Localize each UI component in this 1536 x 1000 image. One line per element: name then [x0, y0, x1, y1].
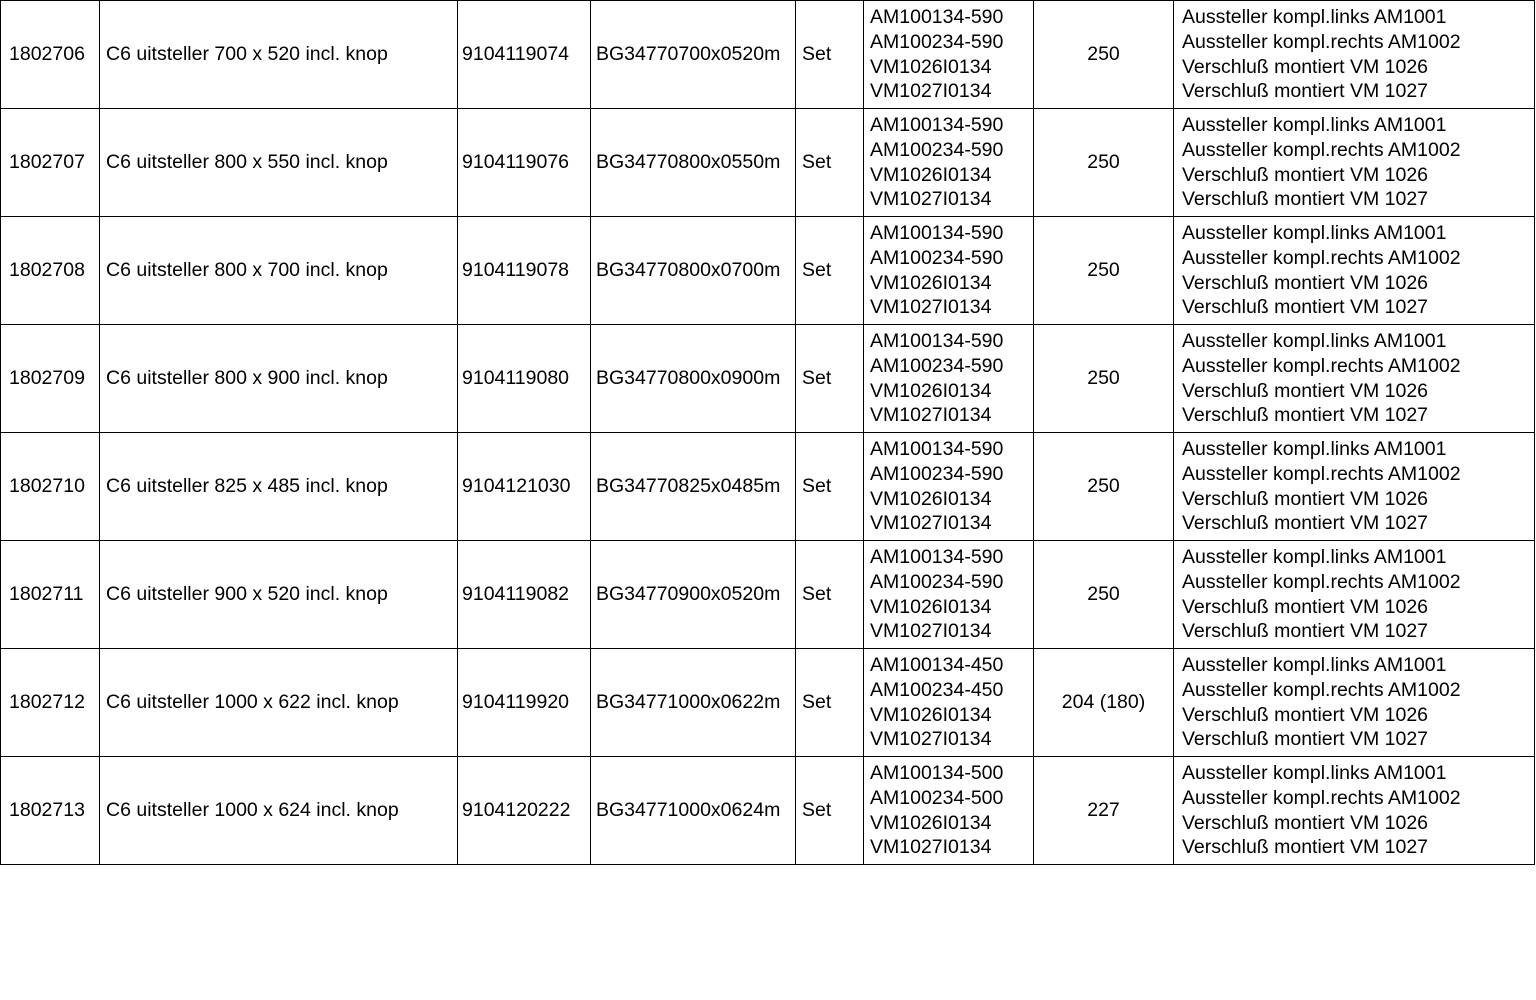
- cell-unit: [796, 217, 864, 325]
- cell-remarks-list: [1174, 217, 1534, 324]
- cell-remarks-list: [1174, 1, 1534, 108]
- cell-description: [100, 433, 458, 541]
- cell-component-codes-line: VM1026I0134: [870, 55, 992, 78]
- cell-component-codes-line: AM100234-500: [870, 786, 1004, 809]
- cell-unit: [796, 325, 864, 433]
- cell-remarks-line: Aussteller kompl.rechts AM1002: [1182, 570, 1461, 593]
- cell-remarks-line: Aussteller kompl.links AM1001: [1182, 654, 1447, 676]
- cell-component-codes-list: [864, 109, 1033, 216]
- cell-quantity-text: 250: [1087, 258, 1120, 281]
- cell-bg-code: [591, 649, 796, 757]
- cell-quantity-text: 204 (180): [1061, 690, 1146, 713]
- cell-component-codes-list: [864, 325, 1033, 432]
- cell-description: [100, 649, 458, 757]
- cell-component-codes-line: AM100134-590: [870, 6, 1004, 28]
- cell-ean: [458, 325, 591, 433]
- cell-artnr: [1, 1, 100, 109]
- cell-component-codes: [864, 325, 1034, 433]
- cell-unit-text: Set: [802, 690, 832, 713]
- cell-remarks: [1174, 649, 1535, 757]
- cell-remarks: [1174, 325, 1535, 433]
- cell-component-codes-list: [864, 217, 1033, 324]
- cell-unit: [796, 109, 864, 217]
- cell-remarks-line: Verschluß montiert VM 1027: [1182, 188, 1429, 211]
- cell-remarks-line: Verschluß montiert VM 1026: [1182, 703, 1429, 726]
- cell-artnr: [1, 325, 100, 433]
- cell-component-codes-line: AM100234-590: [870, 246, 1004, 269]
- cell-bg-code-text: BG34770800x0700m: [596, 258, 781, 281]
- cell-description: [100, 325, 458, 433]
- cell-remarks-line: Aussteller kompl.rechts AM1002: [1182, 462, 1461, 485]
- cell-bg-code-text: BG34770800x0550m: [596, 150, 781, 173]
- cell-quantity: [1034, 1, 1174, 109]
- cell-component-codes-line: AM100234-450: [870, 678, 1004, 701]
- cell-description: [100, 109, 458, 217]
- table-row: [1, 1, 1535, 109]
- cell-component-codes-line: VM1026I0134: [870, 811, 992, 834]
- cell-quantity-text: 250: [1087, 582, 1120, 605]
- cell-bg-code: [591, 757, 796, 865]
- cell-artnr: [1, 433, 100, 541]
- cell-remarks-list: [1174, 433, 1534, 540]
- cell-component-codes-line: VM1027I0134: [870, 188, 992, 211]
- cell-artnr-text: 1802711: [9, 582, 84, 605]
- cell-remarks-list: [1174, 649, 1534, 756]
- cell-component-codes-line: VM1027I0134: [870, 80, 992, 103]
- cell-component-codes-line: AM100134-500: [870, 762, 1004, 784]
- cell-ean-text: 9104119076: [462, 150, 570, 173]
- cell-description-text: C6 uitsteller 800 x 900 incl. knop: [106, 366, 388, 389]
- cell-component-codes-line: VM1026I0134: [870, 271, 992, 294]
- cell-bg-code-text: BG34771000x0624m: [596, 798, 781, 821]
- cell-unit: [796, 1, 864, 109]
- cell-remarks-line: Verschluß montiert VM 1026: [1182, 811, 1429, 834]
- cell-ean: [458, 109, 591, 217]
- cell-artnr-text: 1802713: [9, 798, 85, 821]
- cell-quantity: [1034, 757, 1174, 865]
- cell-component-codes-line: VM1026I0134: [870, 163, 992, 186]
- cell-description: [100, 1, 458, 109]
- cell-description-text: C6 uitsteller 1000 x 624 incl. knop: [106, 798, 399, 821]
- cell-bg-code-text: BG34770800x0900m: [596, 366, 781, 389]
- cell-artnr-text: 1802710: [9, 474, 85, 497]
- cell-ean: [458, 649, 591, 757]
- cell-component-codes: [864, 649, 1034, 757]
- cell-unit: [796, 649, 864, 757]
- cell-remarks-line: Aussteller kompl.links AM1001: [1182, 762, 1447, 784]
- cell-remarks-list: [1174, 757, 1534, 864]
- cell-ean: [458, 217, 591, 325]
- cell-unit-text: Set: [802, 150, 832, 173]
- cell-remarks-list: [1174, 109, 1534, 216]
- cell-component-codes-line: VM1026I0134: [870, 703, 992, 726]
- cell-remarks-line: Aussteller kompl.links AM1001: [1182, 546, 1447, 568]
- cell-quantity-text: 250: [1087, 474, 1120, 497]
- cell-component-codes-line: AM100134-590: [870, 546, 1004, 568]
- cell-remarks: [1174, 1, 1535, 109]
- cell-component-codes-line: AM100134-450: [870, 654, 1004, 676]
- cell-remarks-line: Verschluß montiert VM 1026: [1182, 55, 1429, 78]
- cell-unit: [796, 433, 864, 541]
- cell-unit: [796, 757, 864, 865]
- cell-artnr: [1, 541, 100, 649]
- table-row: [1, 109, 1535, 217]
- table-row: [1, 217, 1535, 325]
- cell-quantity-text: 227: [1087, 798, 1120, 821]
- cell-remarks-line: Verschluß montiert VM 1026: [1182, 379, 1429, 402]
- cell-remarks-line: Verschluß montiert VM 1026: [1182, 271, 1429, 294]
- cell-component-codes-line: VM1027I0134: [870, 512, 992, 535]
- cell-remarks-line: Verschluß montiert VM 1026: [1182, 163, 1429, 186]
- cell-ean: [458, 541, 591, 649]
- cell-artnr-text: 1802709: [9, 366, 85, 389]
- cell-description-text: C6 uitsteller 800 x 550 incl. knop: [106, 150, 388, 173]
- cell-component-codes: [864, 1, 1034, 109]
- cell-component-codes-line: VM1026I0134: [870, 595, 992, 618]
- cell-artnr: [1, 649, 100, 757]
- cell-bg-code-text: BG34770900x0520m: [596, 582, 781, 605]
- cell-ean-text: 9104119078: [462, 258, 570, 281]
- cell-component-codes-line: AM100134-590: [870, 222, 1004, 244]
- cell-description-text: C6 uitsteller 700 x 520 incl. knop: [106, 42, 388, 65]
- cell-remarks: [1174, 433, 1535, 541]
- cell-quantity-text: 250: [1087, 366, 1120, 389]
- cell-unit-text: Set: [802, 474, 832, 497]
- table-row: [1, 757, 1535, 865]
- cell-component-codes-line: AM100134-590: [870, 114, 1004, 136]
- cell-component-codes-list: [864, 1, 1033, 108]
- cell-bg-code: [591, 433, 796, 541]
- table-row: [1, 325, 1535, 433]
- cell-component-codes-line: VM1027I0134: [870, 404, 992, 427]
- cell-component-codes: [864, 217, 1034, 325]
- cell-component-codes-line: AM100234-590: [870, 570, 1004, 593]
- cell-description-text: C6 uitsteller 1000 x 622 incl. knop: [106, 690, 399, 713]
- cell-artnr: [1, 757, 100, 865]
- cell-remarks-line: Verschluß montiert VM 1026: [1182, 595, 1429, 618]
- cell-quantity-text: 250: [1087, 42, 1120, 65]
- cell-remarks: [1174, 109, 1535, 217]
- cell-component-codes-line: AM100234-590: [870, 138, 1004, 161]
- cell-component-codes-list: [864, 757, 1033, 864]
- cell-unit-text: Set: [802, 258, 832, 281]
- cell-component-codes-line: AM100134-590: [870, 438, 1004, 460]
- cell-remarks-list: [1174, 541, 1534, 648]
- cell-unit-text: Set: [802, 366, 832, 389]
- cell-bg-code: [591, 217, 796, 325]
- cell-component-codes-line: VM1027I0134: [870, 728, 992, 751]
- cell-remarks-line: Verschluß montiert VM 1027: [1182, 296, 1429, 319]
- cell-remarks-line: Verschluß montiert VM 1027: [1182, 404, 1429, 427]
- cell-quantity: [1034, 217, 1174, 325]
- cell-remarks-line: Aussteller kompl.links AM1001: [1182, 114, 1447, 136]
- cell-description-text: C6 uitsteller 825 x 485 incl. knop: [106, 474, 388, 497]
- cell-component-codes-line: VM1027I0134: [870, 836, 992, 859]
- table-row: [1, 541, 1535, 649]
- cell-component-codes-line: VM1027I0134: [870, 620, 992, 643]
- cell-bg-code: [591, 1, 796, 109]
- cell-bg-code: [591, 541, 796, 649]
- cell-component-codes-list: [864, 433, 1033, 540]
- table-row: [1, 649, 1535, 757]
- cell-description: [100, 757, 458, 865]
- cell-component-codes-line: AM100234-590: [870, 30, 1004, 53]
- cell-unit-text: Set: [802, 582, 832, 605]
- cell-component-codes-line: VM1026I0134: [870, 487, 992, 510]
- cell-remarks-line: Aussteller kompl.rechts AM1002: [1182, 678, 1461, 701]
- cell-bg-code-text: BG34771000x0622m: [596, 690, 781, 713]
- cell-bg-code: [591, 109, 796, 217]
- cell-description-text: C6 uitsteller 800 x 700 incl. knop: [106, 258, 388, 281]
- cell-quantity-text: 250: [1087, 150, 1120, 173]
- cell-remarks: [1174, 217, 1535, 325]
- cell-remarks: [1174, 541, 1535, 649]
- cell-remarks-line: Verschluß montiert VM 1027: [1182, 512, 1429, 535]
- cell-remarks-line: Verschluß montiert VM 1027: [1182, 620, 1429, 643]
- cell-remarks-line: Aussteller kompl.rechts AM1002: [1182, 354, 1461, 377]
- cell-description: [100, 541, 458, 649]
- cell-quantity: [1034, 433, 1174, 541]
- cell-component-codes: [864, 541, 1034, 649]
- cell-ean-text: 9104119074: [462, 42, 570, 65]
- cell-unit: [796, 541, 864, 649]
- cell-remarks-line: Aussteller kompl.rechts AM1002: [1182, 138, 1461, 161]
- cell-quantity: [1034, 109, 1174, 217]
- cell-remarks-line: Aussteller kompl.links AM1001: [1182, 222, 1447, 244]
- cell-remarks-line: Verschluß montiert VM 1027: [1182, 80, 1429, 103]
- cell-bg-code-text: BG34770825x0485m: [596, 474, 781, 497]
- cell-description: [100, 217, 458, 325]
- cell-remarks-line: Verschluß montiert VM 1026: [1182, 487, 1429, 510]
- cell-ean-text: 9104119920: [462, 690, 570, 713]
- cell-artnr: [1, 217, 100, 325]
- cell-unit-text: Set: [802, 798, 832, 821]
- cell-component-codes-line: AM100134-590: [870, 330, 1004, 352]
- cell-remarks-line: Aussteller kompl.links AM1001: [1182, 6, 1447, 28]
- cell-component-codes: [864, 433, 1034, 541]
- cell-remarks-line: Aussteller kompl.rechts AM1002: [1182, 30, 1461, 53]
- cell-component-codes: [864, 109, 1034, 217]
- cell-description-text: C6 uitsteller 900 x 520 incl. knop: [106, 582, 388, 605]
- cell-component-codes-line: VM1027I0134: [870, 296, 992, 319]
- cell-bg-code: [591, 325, 796, 433]
- cell-artnr-text: 1802706: [9, 42, 85, 65]
- cell-ean-text: 9104120222: [462, 798, 571, 821]
- cell-component-codes-line: AM100234-590: [870, 462, 1004, 485]
- cell-quantity: [1034, 541, 1174, 649]
- cell-remarks: [1174, 757, 1535, 865]
- cell-ean-text: 9104119082: [462, 582, 570, 605]
- cell-remarks-line: Aussteller kompl.links AM1001: [1182, 330, 1447, 352]
- cell-remarks-list: [1174, 325, 1534, 432]
- cell-ean: [458, 1, 591, 109]
- cell-remarks-line: Verschluß montiert VM 1027: [1182, 728, 1429, 751]
- cell-remarks-line: Aussteller kompl.rechts AM1002: [1182, 246, 1461, 269]
- cell-component-codes-list: [864, 649, 1033, 756]
- cell-component-codes-list: [864, 541, 1033, 648]
- cell-ean: [458, 433, 591, 541]
- cell-remarks-line: Aussteller kompl.rechts AM1002: [1182, 786, 1461, 809]
- cell-artnr-text: 1802707: [9, 150, 85, 173]
- cell-remarks-line: Aussteller kompl.links AM1001: [1182, 438, 1447, 460]
- cell-artnr-text: 1802712: [9, 690, 85, 713]
- cell-unit-text: Set: [802, 42, 832, 65]
- cell-bg-code-text: BG34770700x0520m: [596, 42, 781, 65]
- cell-artnr-text: 1802708: [9, 258, 85, 281]
- cell-remarks-line: Verschluß montiert VM 1027: [1182, 836, 1429, 859]
- cell-quantity: [1034, 325, 1174, 433]
- cell-quantity: [1034, 649, 1174, 757]
- cell-component-codes-line: AM100234-590: [870, 354, 1004, 377]
- table-row: [1, 433, 1535, 541]
- cell-ean-text: 9104119080: [462, 366, 570, 389]
- product-table-body: [1, 1, 1535, 865]
- cell-ean-text: 9104121030: [462, 474, 571, 497]
- cell-artnr: [1, 109, 100, 217]
- cell-ean: [458, 757, 591, 865]
- cell-component-codes: [864, 757, 1034, 865]
- cell-component-codes-line: VM1026I0134: [870, 379, 992, 402]
